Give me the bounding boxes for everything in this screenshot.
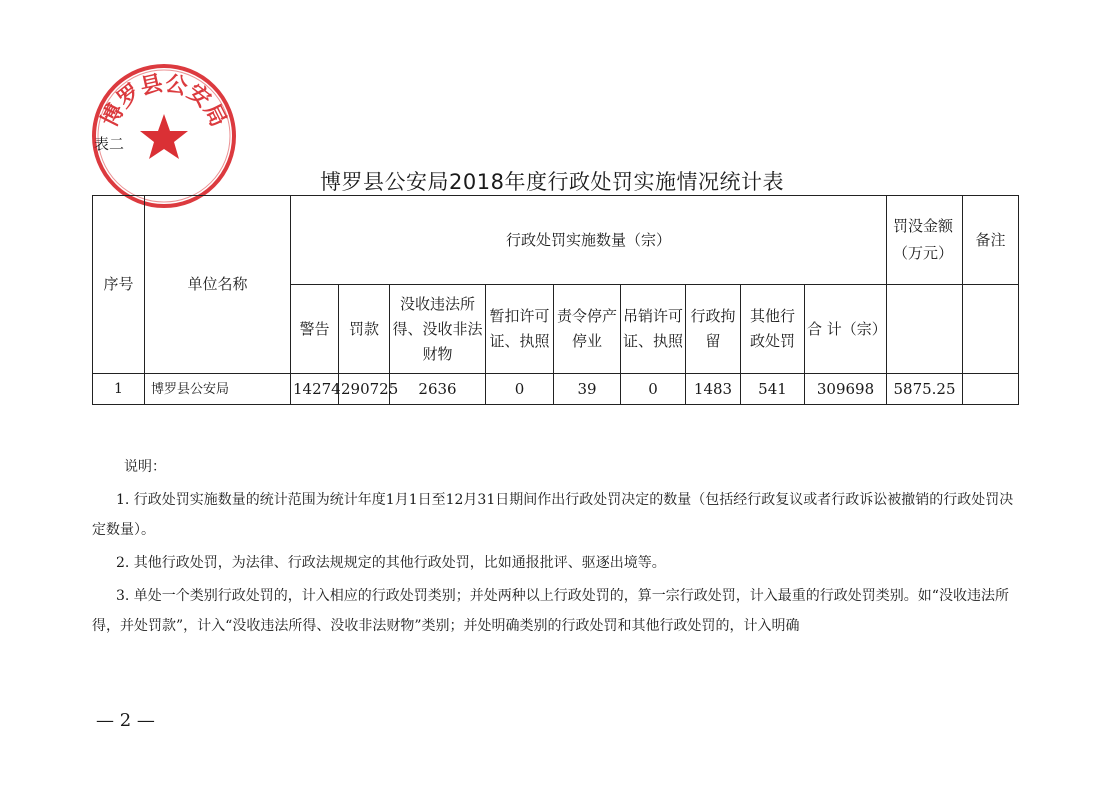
header-amount: 罚没金额（万元） [887,196,963,285]
notes-heading: 说明： [124,459,166,475]
header-other-penalty: 其他行政处罚 [741,285,805,374]
page-number: — 2 — [96,710,155,731]
penalty-statistics-table [92,195,1019,405]
header-amount-blank [887,285,963,374]
cell-fine: 290725 [339,374,390,405]
header-suspend-license: 暂扣许可证、执照 [486,285,554,374]
cell-total: 309698 [805,374,887,405]
notes-section [92,452,1022,641]
cell-remark [963,374,1019,405]
cell-suspend-license: 0 [486,374,554,405]
header-confiscate: 没收违法所得、没收非法财物 [390,285,486,374]
header-unit-name: 单位名称 [145,196,291,374]
header-seq: 序号 [93,196,145,374]
header-remark-blank [963,285,1019,374]
header-row-top [93,196,1019,285]
cell-revoke-license: 0 [621,374,686,405]
cell-other-penalty: 541 [741,374,805,405]
seal-text: 博罗县公安局 [97,71,231,131]
cell-amount: 5875.25 [887,374,963,405]
header-detention: 行政拘留 [686,285,741,374]
header-total: 合 计（宗） [805,285,887,374]
header-implement-count: 行政处罚实施数量（宗） [291,196,887,285]
header-warning: 警告 [291,285,339,374]
table-row [93,374,1019,405]
note-item-3: 3. 单处一个类别行政处罚的，计入相应的行政处罚类别；并处两种以上行政处罚的，算一宗行政处罚，计入最重的行政处罚类别。如“没收违法所得，并处罚款”，计入“没收违法所得、没收非法财物”类别；并处明确类别的行政处罚和其他行政处罚的，计入明确 [92,588,1009,634]
cell-unit-name: 博罗县公安局 [145,374,291,405]
header-remark: 备注 [963,196,1019,285]
note-item-1: 1. 行政处罚实施数量的统计范围为统计年度1月1日至12月31日期间作出行政处罚决定的数量（包括经行政复议或者行政诉讼被撤销的行政处罚决定数量）。 [92,492,1014,538]
header-revoke-license: 吊销许可证、执照 [621,285,686,374]
header-fine: 罚款 [339,285,390,374]
note-item-2: 2. 其他行政处罚，为法律、行政法规规定的其他行政处罚，比如通报批评、驱逐出境等。 [116,555,666,571]
cell-confiscate: 2636 [390,374,486,405]
cell-seq: 1 [93,374,145,405]
cell-order-stop: 39 [554,374,621,405]
cell-detention: 1483 [686,374,741,405]
document-title: 博罗县公安局2018年度行政处罚实施情况统计表 [320,170,784,194]
cell-warning: 14274 [291,374,339,405]
table-label: 表二 [94,135,125,153]
header-order-stop: 责令停产停业 [554,285,621,374]
